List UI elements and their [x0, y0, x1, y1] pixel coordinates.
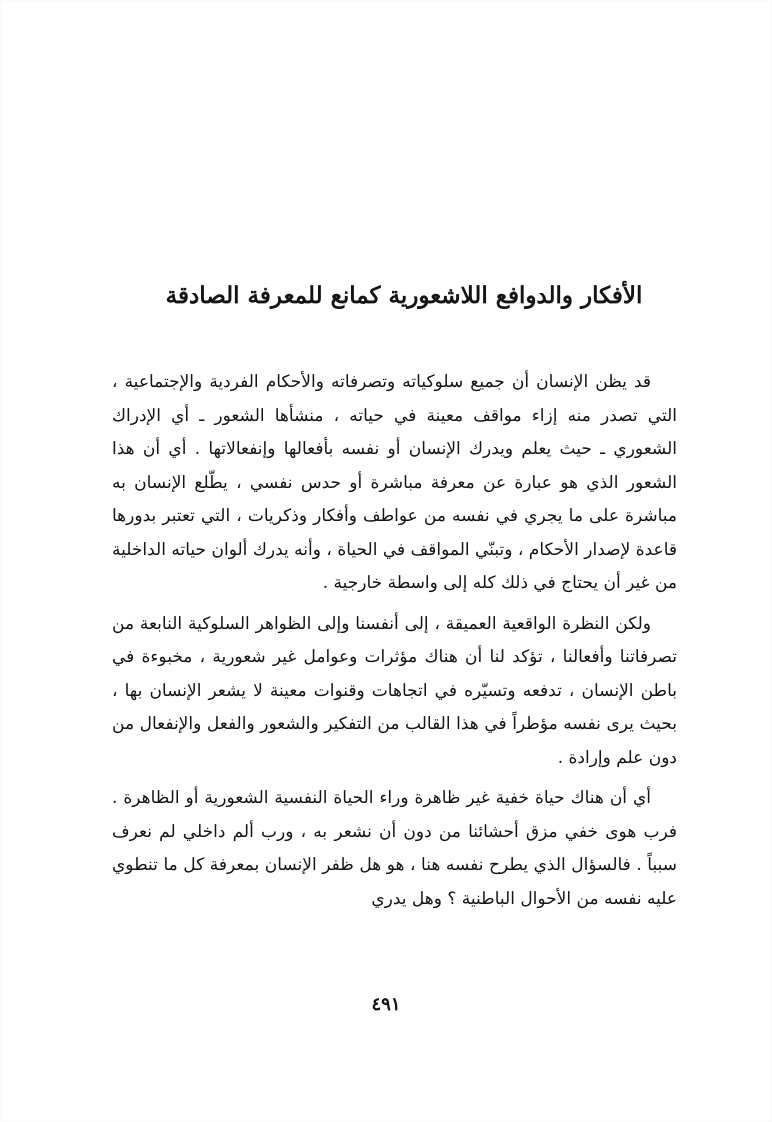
page-number: ٤٩١: [371, 994, 401, 1015]
paragraph-2: ولكن النظرة الواقعية العميقة ، إلى أنفسنا وإلى الظواهر السلوكية النابعة من تصرفاتنا وأفعالنا ، تؤكد لنا أن هناك مؤثرات وعوامل غير شعورية ، مخبوءة في باطن الإنسان ، تدفعه وتسيّره في اتجاهات وقنوات معينة لا يشعر الإنسان بها ، بحيث يرى نفسه مؤطراً في هذا القالب من التفكير والشعور والفعل والإنفعال من دون علم وإرادة .: [112, 613, 677, 768]
body-text: [112, 366, 677, 923]
chapter-title: الأفكار والدوافع اللاشعورية كمانع للمعرفة الصادقة: [165, 282, 643, 309]
paragraph-3: أي أن هناك حياة خفية غير ظاهرة وراء الحياة النفسية الشعورية أو الظاهرة . فرب هوى خفي مزق أحشائنا من دون أن نشعر به ، ورب ألم داخلي لم نعرف سبباً . فالسؤال الذي يطرح نفسه هنا ، هو هل ظفر الإنسان بمعرفة كل ما تنطوي عليه نفسه من الأحوال الباطنية ؟ وهل يدري: [112, 788, 677, 909]
paragraph-1: قد يظن الإنسان أن جميع سلوكياته وتصرفاته والأحكام الفردية والإجتماعية ، التي تصدر منه إزاء مواقف معينة في حياته ، منشأها الشعور ـ أي الإدراك الشعوري ـ حيث يعلم ويدرك الإنسان أو نفسه بأفعالها وإنفعالاتها . أي أن هذا الشعور الذي هو عبارة عن معرفة مباشرة أو حدس نفسي ، يطّلع الإنسان به مباشرة على ما يجري في نفسه من عواطف وأفكار وذكريات ، التي تعتبر بدورها قاعدة لإصدار الأحكام ، وتبنّي المواقف في الحياة ، وأنه يدرك ألوان حياته الداخلية من غير أن يحتاج في ذلك كله إلى واسطة خارجية .: [112, 372, 677, 593]
